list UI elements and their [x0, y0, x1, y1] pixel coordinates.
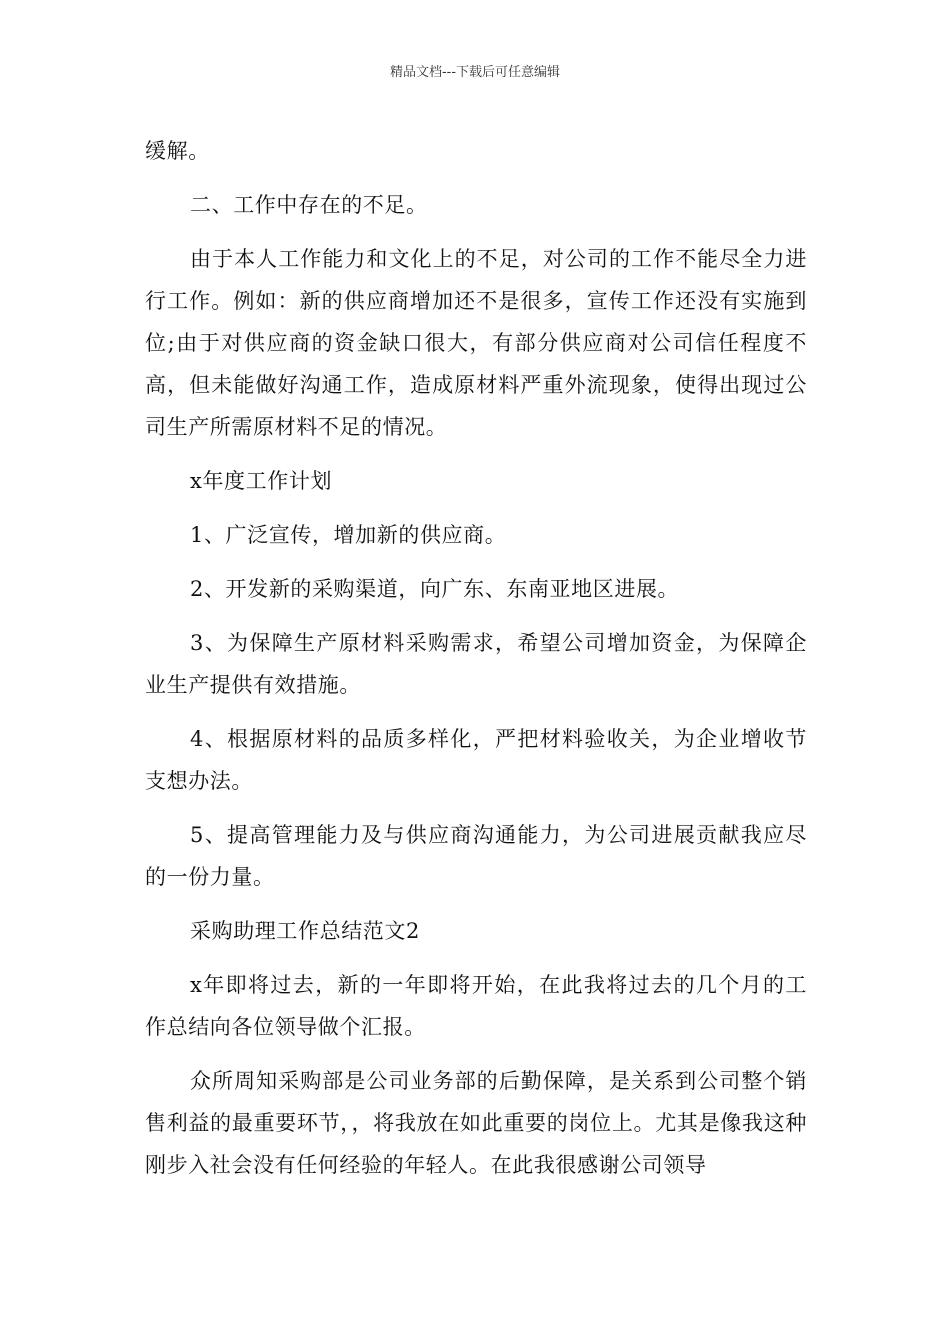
document-body — [145, 130, 807, 1198]
section-heading: 二、工作中存在的不足。 — [190, 193, 428, 217]
paragraph: 由于本人工作能力和文化上的不足，对公司的工作不能尽全力进行工作。例如：新的供应商增加还不是很多，宣传工作还没有实施到位;由于对供应商的资金缺口很大，有部分供应商对公司信任程度不高，但未能做好沟通工作，造成原材料严重外流现象，使得出现过公司生产所需原材料不足的情况。 — [145, 247, 807, 439]
section-heading: x年度工作计划 — [190, 469, 333, 493]
list-item: 5、提高管理能力及与供应商沟通能力，为公司进展贡献我应尽的一份力量。 — [145, 823, 807, 889]
list-item: 2、开发新的采购渠道，向广东、东南亚地区进展。 — [190, 577, 680, 601]
paragraph: 众所周知采购部是公司业务部的后勤保障，是关系到公司整个销售利益的最重要环节，，将我放在如此重要的岗位上。尤其是像我这种刚步入社会没有任何经验的年轻人。在此我很感谢公司领导 — [145, 1069, 807, 1177]
list-item: 1、广泛宣传，增加新的供应商。 — [190, 523, 507, 547]
paragraph: x年即将过去，新的一年即将开始，在此我将过去的几个月的工作总结向各位领导做个汇报。 — [145, 973, 807, 1039]
list-item: 3、为保障生产原材料采购需求，希望公司增加资金，为保障企业生产提供有效措施。 — [145, 631, 807, 697]
list-item: 4、根据原材料的品质多样化，严把材料验收关，为企业增收节支想办法。 — [145, 727, 807, 793]
paragraph: 缓解。 — [145, 139, 210, 163]
section-heading: 采购助理工作总结范文2 — [190, 919, 420, 943]
page-header: 精品文档---下载后可任意编辑 — [389, 65, 561, 80]
